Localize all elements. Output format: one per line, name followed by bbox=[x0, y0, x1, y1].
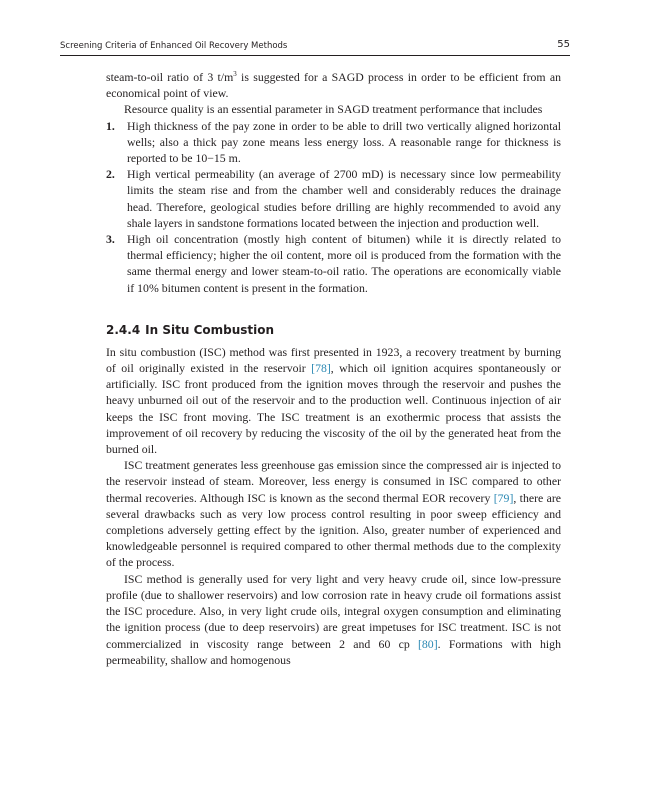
intro-paragraph: steam-to-oil ratio of 3 $t/m^3$ is suggested for a SAGD process in order to be efficient from an economical point of view. bbox=[106, 70, 562, 101]
list-item bbox=[106, 118, 561, 167]
list-number: 1. bbox=[106, 118, 115, 133]
citation-link[interactable]: [78] bbox=[311, 361, 331, 376]
page-number: 55 bbox=[557, 39, 570, 50]
header-rule bbox=[60, 55, 570, 56]
list-number: 2. bbox=[106, 167, 115, 182]
citation-link[interactable]: [79] bbox=[493, 490, 514, 505]
page-body bbox=[106, 69, 561, 668]
list-text: High vertical permeability (an average of 2700 mD) is necessary since low permeability limits the steam rise and from the chamber well and considerably reduces the drainage head. Therefore, geological studies before drilling are highly recommended to avoid any shale layers in sandstone formations located between the injection and production well. bbox=[127, 167, 561, 230]
running-title: Screening Criteria of Enhanced Oil Recovery Methods bbox=[60, 41, 288, 51]
paragraph-1: In situ combustion (ISC) method was first presented in 1923, a recovery treatment by burning of oil originally existed in the reservoir [78], which oil ignition acquires spontaneously or artificially. ISC front produced from the ignition moves through the reservoir and pushes the heavy unburned oil out of the reservoir and to the production well. Continuous injection of air keeps the ISC front moving. The ISC treatment is an exothermic process that assists the improvement of oil recovery by reducing the viscosity of the oil by the generated heat from the burned oil. bbox=[106, 344, 561, 457]
superscript: 3 bbox=[233, 70, 237, 78]
section-heading bbox=[106, 322, 561, 338]
section-title: In Situ Combustion bbox=[145, 322, 275, 337]
paragraph-3: ISC method is generally used for very light and very heavy crude oil, since low-pressure profile (due to shallower reservoirs) and low corrosion rate in heavy crude oil formations assist the ISC procedure. Also, in very light crude oils, integral oxygen consumption and eliminating the ignition process (due to deep reservoirs) are great impetuses for ISC treatment. ISC is not commercialized in viscosity range between 2 and 60 cp [80]. Formations with high permeability, shallow and homogenous bbox=[106, 571, 561, 667]
paragraph-2: ISC treatment generates less greenhouse gas emission since the compressed air is injected to the reservoir instead of steam. Moreover, less energy is consumed in ISC compared to other thermal recoveries. Although ISC is known as the second thermal EOR recovery [79], there are several drawbacks such as very low process control resulting in poor sweep efficiency and completions adversely getting effect by the ignition. Also, greater number of experienced and knowledgeable personnel is required compared to other thermal methods due to the complexity of the process. bbox=[106, 458, 561, 570]
section-number: 2.4.4 bbox=[106, 322, 141, 337]
criteria-list bbox=[106, 118, 561, 296]
citation-link[interactable]: [80] bbox=[417, 636, 438, 651]
list-text: High thickness of the pay zone in order to be able to drill two vertically aligned horizontal wells; also a thick pay zone means less energy loss. A reasonable range for thickness is reported to be 10−15 m. bbox=[127, 118, 561, 166]
list-item bbox=[106, 231, 561, 296]
list-number: 3. bbox=[106, 232, 115, 247]
list-text: High oil concentration (mostly high content of bitumen) while it is directly related to thermal efficiency; higher the oil content, more oil is produced from the formation with the same thermal energy and lower steam-to-oil ratio. The operations are economically viable if 10% bitumen content is present in the formation. bbox=[127, 232, 561, 295]
list-item bbox=[106, 166, 561, 231]
running-header bbox=[60, 38, 570, 54]
resource-paragraph: Resource quality is an essential parameter in SAGD treatment performance that includes bbox=[124, 102, 543, 117]
